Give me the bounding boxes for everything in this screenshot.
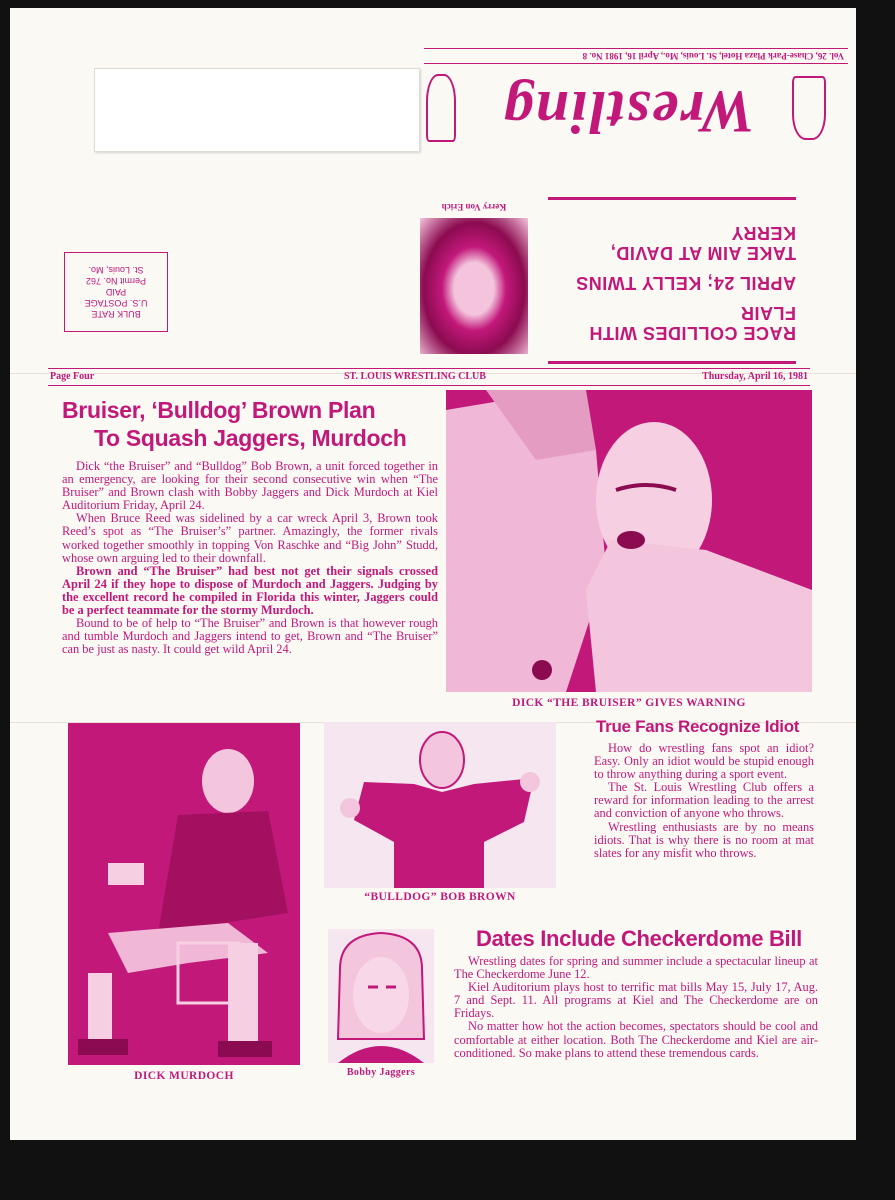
cover-headline-line: TAKE AIM AT DAVID, KERRY (610, 223, 796, 263)
paragraph: Wrestling enthusiasts are by no means idiots. That is why there is no room at mat slates for any misfit who throws. (594, 819, 814, 860)
bob-brown-caption: “BULLDOG” BOB BROWN (364, 891, 516, 903)
lead-story-body (62, 460, 438, 656)
permit-line: BULK RATE (91, 309, 141, 320)
club-name: ST. LOUIS WRESTLING CLUB (344, 371, 486, 382)
rule-top (548, 361, 796, 364)
paragraph: Bound to be of help to “The Bruiser” and Brown is that however rough and tumble Murdoch and Jaggers intend to get, Brown and “The Bruiser” can be just as nasty. It could get wild April 24. (62, 616, 438, 657)
dates-story-body (454, 955, 818, 1060)
bobby-jaggers-photo (328, 929, 434, 1063)
masthead-logo: Wrestling (501, 79, 755, 145)
murdoch-photo (68, 723, 300, 1065)
murdoch-caption: DICK MURDOCH (134, 1070, 234, 1082)
volume-line: Vol. 26, Chase-Park Plaza Hotel, St. Louis, Mo., April 16, 1981 No. 8 (424, 48, 848, 64)
paragraph: When Bruce Reed was sidelined by a car wreck April 3, Brown took Reed’s spot as “The Bruiser’s” partner. Amazingly, the former rivals worked together smoothly in topping Von Raschke and “Big John” Studd, whose own arguing led to their downfall. (62, 511, 438, 565)
cover-headline-line: APRIL 24; KELLY TWINS (575, 273, 796, 293)
cover-headline-line: RACE COLLIDES WITH FLAIR (589, 303, 796, 343)
fans-headline: True Fans Recognize Idiot (596, 717, 800, 736)
mailing-label (94, 68, 420, 152)
bobby-jaggers-caption: Bobby Jaggers (346, 1067, 416, 1078)
lead-headline-line1: Bruiser, ‘Bulldog’ Brown Plan (62, 397, 376, 423)
permit-line: U.S. POSTAGE (84, 298, 148, 309)
postage-permit-box (64, 252, 168, 332)
front-cover-upside-down (10, 8, 856, 372)
lead-headline-line2: To Squash Jaggers, Murdoch (94, 425, 407, 451)
bruiser-photo (446, 390, 812, 692)
bob-brown-photo (324, 722, 556, 888)
paragraph: No matter how hot the action becomes, spectators should be cool and comfortable at either location. Both The Checkerdome and Kiel are air-conditioned. So make plans to attend these tremendous cards. (454, 1019, 818, 1060)
paragraph: How do wrestling fans spot an idiot? Easy. Only an idiot would be stupid enough to throw anything during a sport event. (594, 741, 814, 782)
kerry-von-erich-photo (420, 218, 528, 354)
paragraph: Wrestling dates for spring and summer include a spectacular lineup at The Checkerdome June 12. (454, 954, 818, 982)
paragraph: Brown and “The Bruiser” had best not get their signals crossed April 24 if they hope to dispose of Murdoch and Jaggers. Judging by the excellent record he compiled in Florida this winter, Jaggers could be a perfect teammate for the stormy Murdoch. (62, 563, 438, 618)
permit-line: PAID (105, 287, 127, 298)
paragraph: Dick “the Bruiser” and “Bulldog” Bob Brown, a unit forced together in an emergency, are looking for their second consecutive win when “The Bruiser” and Brown clash with Bobby Jaggers and Dick Murdoch at Kiel Auditorium Friday, April 24. (62, 459, 438, 513)
rule-bottom (548, 197, 796, 200)
page-header (48, 368, 810, 386)
dates-headline: Dates Include Checkerdome Bill (476, 926, 802, 951)
lead-headline (62, 396, 442, 452)
cover-headline (544, 208, 796, 358)
wrestler-figure-icon (426, 74, 456, 142)
permit-line: Permit No. 762 (85, 276, 147, 287)
bruiser-caption: DICK “THE BRUISER” GIVES WARNING (512, 697, 746, 709)
paragraph: The St. Louis Wrestling Club offers a reward for information leading to the arrest and conviction of anyone who throws. (594, 780, 814, 821)
issue-date: Thursday, April 16, 1981 (702, 371, 808, 382)
paragraph: Kiel Auditorium plays host to terrific mat bills May 15, July 17, Aug. 7 and Sept. 11. All programs at Kiel and The Checkerdome are on Fridays. (454, 980, 818, 1021)
page-number: Page Four (50, 371, 95, 382)
permit-line: St. Louis, Mo. (88, 265, 144, 276)
fans-story-body (594, 742, 814, 860)
kerry-caption: Kerry Von Erich (441, 202, 507, 212)
wrestler-figure-icon (792, 76, 826, 140)
